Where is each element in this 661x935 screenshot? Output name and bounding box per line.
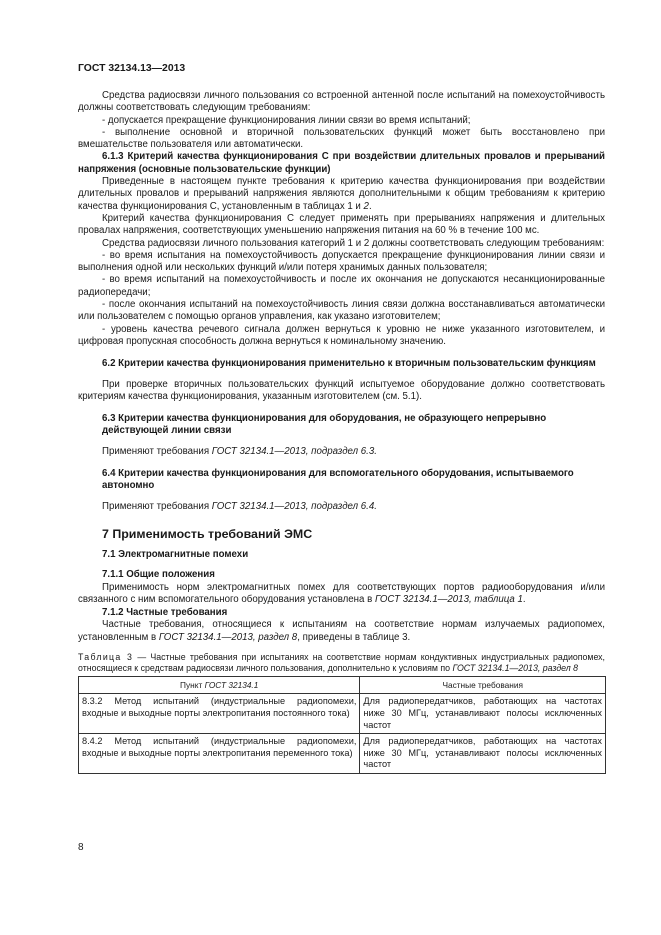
paragraph: Применимость норм электромагнитных помех для соответствующих портов радиооборудования и/или связанного с ним вспомогательного оборудования установлена в ГОСТ 32134.1—2013, таблица 1. bbox=[78, 581, 605, 605]
list-item: - уровень качества речевого сигнала должен вернуться к уровню не ниже указанного изготовителем, и цифровая пропускная способность должна вернуться к номинальному значению. bbox=[78, 323, 605, 347]
list-item: - во время испытания на помехоустойчивость допускается прекращение функционирования линии связи и выполнения одной или нескольких функций и/или потеря хранимых данных пользователя; bbox=[78, 249, 605, 274]
standard-reference: ГОСТ 32134.1—2013, раздел 8 bbox=[158, 631, 298, 643]
paragraph: Применяют требования ГОСТ 32134.1—2013, подраздел 6.4. bbox=[102, 500, 377, 512]
heading-7-1-1: 7.1.1 Общие положения bbox=[102, 569, 215, 581]
page-content bbox=[78, 90, 605, 774]
list-item: - допускается прекращение функционирования линии связи во время испытаний; bbox=[102, 114, 471, 126]
paragraph: Средства радиосвязи личного пользования со встроенной антенной после испытаний на помехоустойчивость должны соответствовать следующим требованиям: bbox=[78, 90, 605, 114]
standard-reference: ГОСТ 32134.1—2013, подраздел 6.3. bbox=[211, 445, 377, 457]
heading-6-4: 6.4 Критерии качества функционирования для вспомогательного оборудования, испытываемого автономно bbox=[102, 468, 574, 492]
table-cell-clause: 8.4.2 Метод испытаний (индустриальные радиопомехи, входные и выходные порты электропитания переменного тока) bbox=[79, 734, 360, 774]
heading-6-3: 6.3 Критерии качества функционирования для оборудования, не образующего непрерывно действующей линии связи bbox=[102, 413, 547, 437]
page-number: 8 bbox=[78, 842, 84, 853]
heading-6-1-3: 6.1.3 Критерий качества функционирования С при воздействии длительных провалов и прерываний напряжения (основные пользовательские функции) bbox=[78, 151, 605, 175]
list-item: - выполнение основной и вторичной пользовательских функций может быть восстановлено при вмешательстве пользователя или автоматически. bbox=[78, 126, 605, 151]
table-cell-requirement: Для радиопередатчиков, работающих на частотах ниже 30 МГц, устанавливают полосы исключенных частот bbox=[360, 694, 606, 734]
requirements-table bbox=[78, 676, 606, 774]
table-cell-requirement: Для радиопередатчиков, работающих на частотах ниже 30 МГц, устанавливают полосы исключенных частот bbox=[360, 734, 606, 774]
paragraph: Частные требования, относящиеся к испытаниям на соответствие нормам излучаемых радиопомех, установленным в ГОСТ 32134.1—2013, раздел 8, приведены в таблице 3. bbox=[78, 619, 605, 643]
table-row bbox=[79, 734, 606, 774]
page-header: ГОСТ 32134.13—2013 bbox=[78, 63, 186, 74]
list-item: - во время испытаний на помехоустойчивость и после их окончания не допускаются несанкционированные радиопередачи; bbox=[78, 274, 605, 298]
section-7-title: 7 Применимость требований ЭМС bbox=[102, 526, 313, 541]
heading-7-1: 7.1 Электромагнитные помехи bbox=[102, 548, 249, 560]
paragraph: Критерий качества функционирования С следует применять при прерываниях напряжения и длительных провалах напряжения, соответствующих уменьшению напряжения питания на 60 % в течение 100 мс. bbox=[78, 212, 605, 237]
table-caption: Таблица 3 — Частные требования при испытаниях на соответствие нормам кондуктивных индустриальных радиопомех, относящиеся к средствам радиосвязи личного пользования, дополнительно к условиям по ГОСТ 32134.1—2013, раздел 8 bbox=[78, 651, 606, 674]
column-header-clause: Пункт ГОСТ 32134.1 bbox=[79, 677, 360, 694]
table-header-row bbox=[79, 677, 606, 694]
column-header-requirements: Частные требования bbox=[360, 677, 606, 694]
standard-reference: ГОСТ 32134.1—2013, таблица 1 bbox=[374, 593, 523, 605]
list-item: - после окончания испытаний на помехоустойчивость линия связи должна восстанавливаться автоматически или пользователем с помощью органов управления, как указано изготовителем; bbox=[78, 299, 605, 323]
standard-reference: ГОСТ 32134.1—2013, подраздел 6.4. bbox=[211, 500, 377, 512]
table-row bbox=[79, 694, 606, 734]
heading-7-1-2: 7.1.2 Частные требования bbox=[102, 607, 228, 619]
table-cell-clause: 8.3.2 Метод испытаний (индустриальные радиопомехи, входные и выходные порты электропитания постоянного тока) bbox=[79, 694, 360, 734]
paragraph: Средства радиосвязи личного пользования категорий 1 и 2 должны соответствовать следующим требованиям: bbox=[102, 237, 605, 249]
paragraph: Приведенные в настоящем пункте требования к критерию качества функционирования при воздействии длительных провалов и прерываний напряжения являются дополнительными к общим требованиям к критерию качества функционирования С, установленным в таблицах 1 и 2. bbox=[78, 176, 605, 212]
paragraph: При проверке вторичных пользовательских функций испытуемое оборудование должно соответствовать критериям качества функционирования, указанным изготовителем (см. 5.1). bbox=[78, 378, 605, 402]
heading-6-2: 6.2 Критерии качества функционирования применительно к вторичным пользовательским функциям bbox=[102, 358, 596, 370]
paragraph: Применяют требования ГОСТ 32134.1—2013, подраздел 6.3. bbox=[102, 445, 377, 457]
